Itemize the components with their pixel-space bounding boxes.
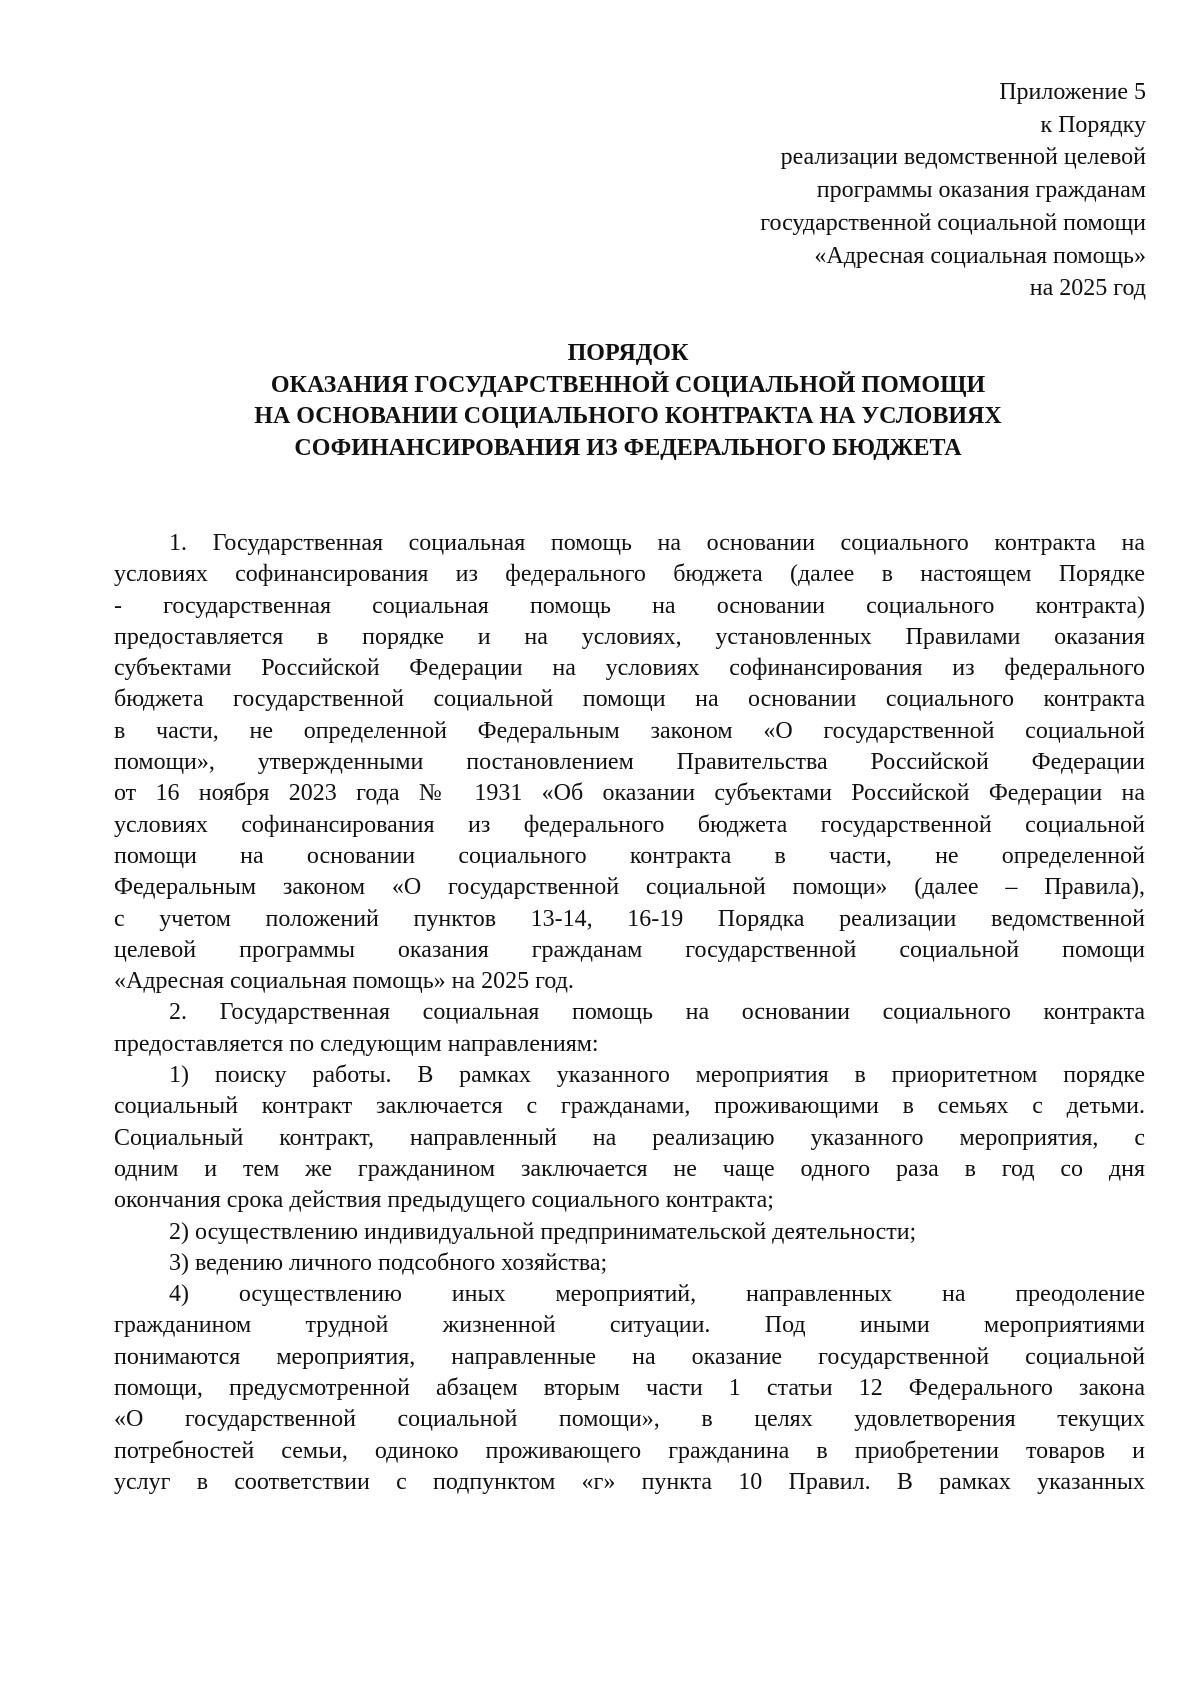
paragraph-line: - государственная социальная помощь на основании социального контракта) [114, 592, 1145, 619]
paragraph-line: Федеральным законом «О государственной социальной помощи» (далее – Правила), [114, 874, 1145, 901]
title-line: ОКАЗАНИЯ ГОСУДАРСТВЕННОЙ СОЦИАЛЬНОЙ ПОМОЩИ [270, 371, 986, 398]
paragraph-line: гражданином трудной жизненной ситуации. Под иными мероприятиями [114, 1312, 1145, 1339]
paragraph-line: одним и тем же гражданином заключается не чаще одного раза в год со дня [114, 1155, 1145, 1182]
paragraph-line: предоставляется в порядке и на условиях, установленных Правилами оказания [114, 623, 1145, 650]
paragraph-line: 4) осуществлению иных мероприятий, направленных на преодоление [169, 1281, 1145, 1308]
paragraph [114, 1248, 1145, 1279]
appendix-line: государственной социальной помощи [760, 209, 1146, 236]
paragraph-line: целевой программы оказания гражданам государственной социальной помощи [114, 936, 1145, 963]
paragraph-line: бюджета государственной социальной помощи на основании социального контракта [114, 686, 1145, 713]
paragraph-line: в части, не определенной Федеральным законом «О государственной социальной [114, 717, 1145, 744]
paragraph-line: услуг в соответствии с подпунктом «г» пункта 10 Правил. В рамках указанных [114, 1468, 1145, 1495]
paragraph-line: помощи», утвержденными постановлением Правительства Российской Федерации [114, 749, 1145, 776]
paragraph-line: социальный контракт заключается с гражданами, проживающими в семьях с детьми. [114, 1093, 1145, 1120]
paragraph [114, 997, 1145, 1060]
paragraph-line: от 16 ноября 2023 года № 1931 «Об оказании субъектами Российской Федерации на [114, 780, 1145, 807]
title-line: ПОРЯДОК [567, 340, 689, 366]
appendix-line: реализации ведомственной целевой [780, 144, 1146, 171]
appendix-line: к Порядку [1040, 111, 1146, 138]
paragraph-line: Социальный контракт, направленный на реализацию указанного мероприятия, с [114, 1124, 1145, 1151]
paragraph-line: «Адресная социальная помощь» на 2025 год. [114, 968, 574, 995]
paragraph-line: 1. Государственная социальная помощь на основании социального контракта на [169, 530, 1145, 556]
paragraph-line: помощи на основании социального контракта в части, не определенной [114, 842, 1145, 869]
paragraph-line: потребностей семьи, одиноко проживающего гражданина в приобретении товаров и [114, 1437, 1145, 1464]
paragraph-line: 2. Государственная социальная помощь на основании социального контракта [169, 999, 1145, 1026]
paragraph [114, 1217, 1145, 1248]
paragraph-line: 3) ведению личного подсобного хозяйства; [169, 1249, 608, 1276]
paragraph-line: субъектами Российской Федерации на условиях софинансирования из федерального [114, 655, 1145, 682]
paragraph-line: предоставляется по следующим направлениям: [114, 1030, 599, 1057]
paragraph [114, 528, 1145, 997]
document-title [110, 338, 1146, 464]
document-body [114, 528, 1145, 1498]
title-line: НА ОСНОВАНИИ СОЦИАЛЬНОГО КОНТРАКТА НА УСЛОВИЯХ [254, 403, 1002, 429]
appendix-header [586, 76, 1146, 305]
paragraph-line: «О государственной социальной помощи», в целях удовлетворения текущих [114, 1406, 1145, 1433]
title-line: СОФИНАНСИРОВАНИЯ ИЗ ФЕДЕРАЛЬНОГО БЮДЖЕТА [294, 434, 962, 461]
paragraph-line: 2) осуществлению индивидуальной предпринимательской деятельности; [169, 1218, 917, 1245]
paragraph-line: окончания срока действия предыдущего социального контракта; [114, 1187, 774, 1214]
paragraph-line: помощи, предусмотренной абзацем вторым части 1 статьи 12 Федерального закона [114, 1375, 1145, 1402]
appendix-line: «Адресная социальная помощь» [814, 242, 1146, 269]
paragraph-line: условиях софинансирования из федерального бюджета государственной социальной [114, 811, 1145, 838]
appendix-line: программы оказания гражданам [816, 177, 1146, 204]
appendix-line: Приложение 5 [999, 79, 1146, 105]
paragraph-line: 1) поиску работы. В рамках указанного мероприятия в приоритетном порядке [169, 1062, 1145, 1089]
paragraph-line: условиях софинансирования из федерального бюджета (далее в настоящем Порядке [114, 561, 1145, 588]
paragraph-line: с учетом положений пунктов 13-14, 16-19 Порядка реализации ведомственной [114, 905, 1145, 932]
paragraph [114, 1060, 1145, 1216]
appendix-line: на 2025 год [1029, 275, 1146, 302]
paragraph-line: понимаются мероприятия, направленные на оказание государственной социальной [114, 1343, 1145, 1370]
paragraph [114, 1279, 1145, 1498]
